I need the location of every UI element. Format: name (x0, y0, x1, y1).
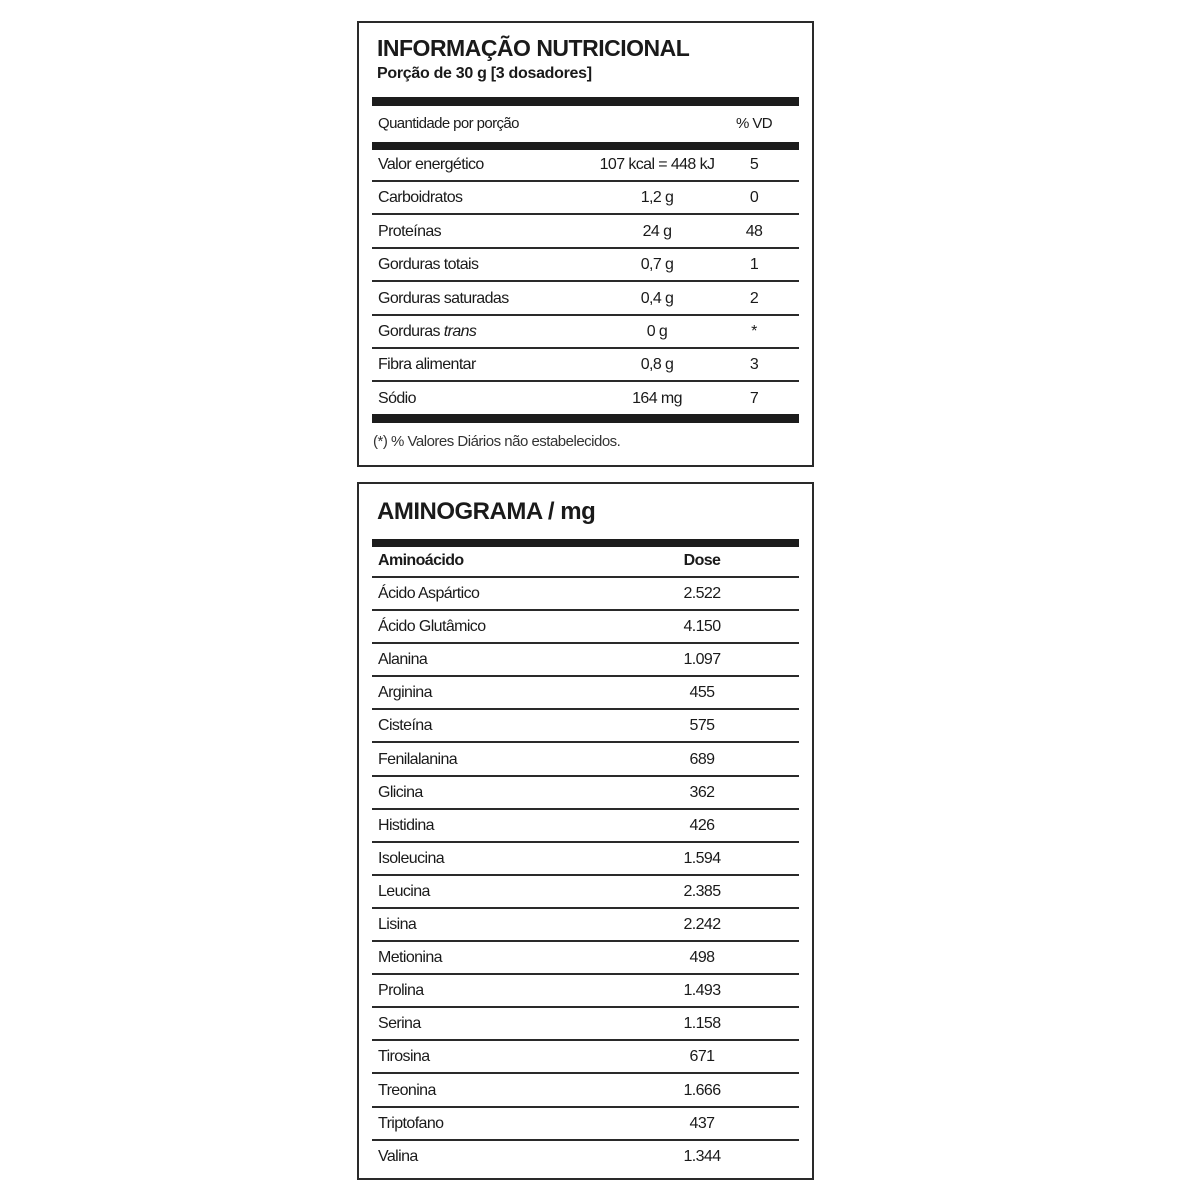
amino-acid-dose: 671 (689, 1048, 715, 1066)
amino-acid-name: Histidina (378, 816, 434, 834)
nutrient-name: Sódio (378, 389, 416, 407)
nutrient-amount: 0,4 g (640, 289, 674, 307)
nutrition-facts-panel (357, 21, 814, 467)
row-divider (372, 1006, 799, 1008)
row-divider (372, 380, 799, 382)
divider-thick (372, 539, 799, 547)
row-divider (372, 280, 799, 282)
nutrient-vd: 0 (749, 189, 759, 207)
amino-acid-name: Triptofano (378, 1114, 444, 1132)
nutrient-vd: 1 (749, 256, 759, 274)
amino-acid-dose: 1.666 (683, 1081, 721, 1099)
nutrient-amount: 164 mg (632, 389, 682, 407)
amino-acid-dose: 2.385 (683, 882, 721, 900)
amino-acid-dose: 2.522 (683, 585, 721, 602)
header-dose: Dose (683, 552, 721, 569)
nutrient-vd: * (751, 323, 757, 340)
row-divider (372, 741, 799, 743)
amino-acid-dose: 437 (689, 1114, 715, 1132)
amino-acid-dose: 455 (689, 684, 715, 702)
row-divider (372, 1139, 799, 1141)
row-divider (372, 180, 799, 182)
row-divider (372, 841, 799, 843)
nutrient-name: Valor energético (378, 156, 484, 173)
amino-acid-dose: 689 (689, 750, 715, 768)
amino-acid-name: Leucina (378, 882, 430, 900)
nutrient-amount: 0 g (646, 323, 668, 340)
nutrient-name: Fibra alimentar (378, 356, 476, 374)
amino-acid-dose: 575 (689, 717, 715, 735)
row-divider (372, 247, 799, 249)
footnote: (*) % Valores Diários não estabelecidos. (373, 433, 621, 450)
nutrient-amount: 107 kcal = 448 kJ (599, 156, 715, 173)
amino-acid-name: Ácido Glutâmico (378, 618, 486, 636)
nutrient-vd: 7 (749, 389, 759, 407)
amino-acid-name: Glicina (378, 783, 423, 801)
row-divider (372, 973, 799, 975)
nutrient-name: Gorduras trans (378, 323, 477, 340)
row-divider (372, 642, 799, 644)
amino-acid-name: Arginina (378, 684, 432, 702)
row-divider (372, 213, 799, 215)
amino-acid-dose: 362 (689, 783, 715, 801)
nutrient-vd: 2 (749, 289, 759, 307)
amino-acid-name: Lisina (378, 916, 417, 933)
row-divider (372, 576, 799, 578)
amino-acid-name: Ácido Aspártico (378, 585, 480, 602)
nutrient-amount: 0,8 g (640, 356, 674, 374)
row-divider (372, 314, 799, 316)
divider-thick (372, 97, 799, 106)
amino-acid-name: Serina (378, 1015, 421, 1033)
nutrient-name: Carboidratos (378, 189, 463, 207)
row-divider (372, 708, 799, 710)
amino-acid-name: Metionina (378, 949, 442, 967)
nutrient-amount: 24 g (642, 222, 672, 240)
row-divider (372, 775, 799, 777)
row-divider (372, 940, 799, 942)
aminogram-panel (357, 482, 814, 1180)
amino-acid-dose: 1.594 (683, 849, 721, 867)
nutrient-amount: 0,7 g (640, 256, 674, 274)
row-divider (372, 1072, 799, 1074)
amino-acid-name: Treonina (378, 1081, 436, 1099)
amino-acid-name: Prolina (378, 982, 424, 1000)
header-vd: % VD (736, 115, 772, 132)
row-divider (372, 1039, 799, 1041)
nutrient-vd: 5 (749, 156, 759, 173)
amino-acid-dose: 4.150 (683, 618, 721, 636)
nutrient-vd: 3 (749, 356, 759, 374)
row-divider (372, 808, 799, 810)
row-divider (372, 1106, 799, 1108)
amino-acid-dose: 498 (689, 949, 715, 967)
amino-acid-dose: 1.158 (683, 1015, 721, 1033)
amino-acid-name: Alanina (378, 651, 428, 669)
divider-thick (372, 414, 799, 423)
nutrient-vd: 48 (745, 222, 763, 240)
amino-acid-name: Cisteína (378, 717, 432, 735)
amino-acid-name: Tirosina (378, 1048, 430, 1066)
row-divider (372, 874, 799, 876)
row-divider (372, 609, 799, 611)
row-divider (372, 347, 799, 349)
amino-acid-dose: 1.344 (683, 1147, 721, 1165)
row-divider (372, 907, 799, 909)
amino-acid-dose: 1.097 (683, 651, 721, 669)
nutrient-name: Proteínas (378, 222, 442, 240)
header-quantity: Quantidade por porção (378, 115, 519, 132)
header-amino-acid: Aminoácido (378, 552, 464, 569)
nutrient-name: Gorduras totais (378, 256, 479, 274)
amino-acid-dose: 426 (689, 816, 715, 834)
amino-acid-dose: 1.493 (683, 982, 721, 1000)
aminogram-title: AMINOGRAMA / mg (377, 498, 596, 525)
portion-size: Porção de 30 g [3 dosadores] (377, 65, 592, 82)
nutrient-amount: 1,2 g (640, 189, 674, 207)
amino-acid-dose: 2.242 (683, 916, 721, 933)
amino-acid-name: Fenilalanina (378, 750, 458, 768)
divider-thick (372, 142, 799, 150)
row-divider (372, 675, 799, 677)
amino-acid-name: Valina (378, 1147, 418, 1165)
amino-acid-name: Isoleucina (378, 849, 445, 867)
nutrient-name: Gorduras saturadas (378, 289, 509, 307)
nutrition-title: INFORMAÇÃO NUTRICIONAL (377, 35, 690, 61)
